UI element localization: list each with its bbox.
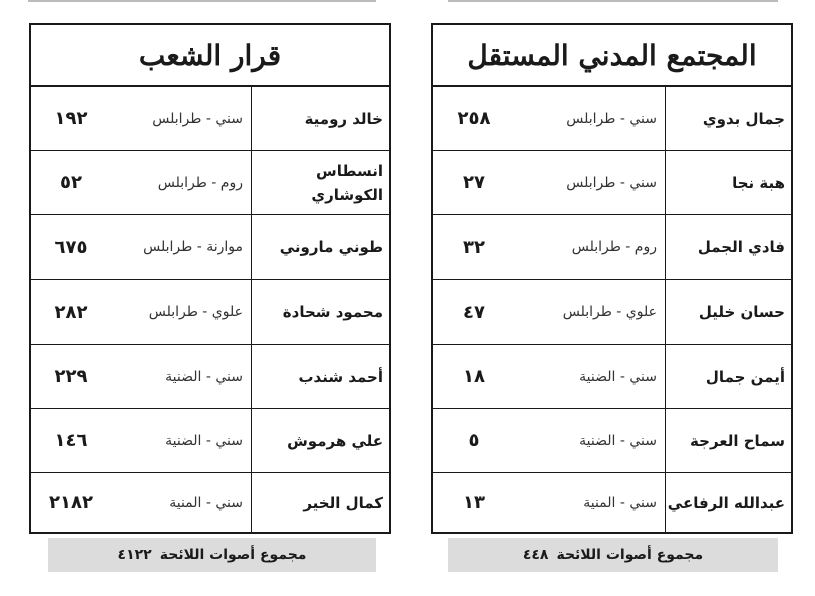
- candidate-votes: ٦٧٥: [54, 236, 88, 258]
- total-value: ٤١٢٢: [117, 547, 152, 563]
- candidate-sect: موارنة - طرابلس: [143, 239, 243, 255]
- candidate-name: أيمن جمال: [665, 345, 791, 408]
- candidate-name: عبدالله الرفاعي: [665, 473, 791, 532]
- candidate-votes: ٥٢: [60, 172, 82, 193]
- candidate-name: طوني ماروني: [251, 215, 389, 279]
- candidate-sect: سني - طرابلس: [566, 174, 657, 191]
- candidate-sect: سني - الضنية: [579, 368, 657, 385]
- table-row: [433, 151, 791, 215]
- candidate-name: جمال بدوي: [665, 87, 791, 150]
- candidate-sect: سني - الضنية: [165, 368, 243, 385]
- table-row: [433, 345, 791, 409]
- total-value: ٤٤٨: [522, 547, 549, 563]
- candidate-votes: ١٨: [463, 366, 485, 387]
- candidate-sect: سني - المنية: [169, 494, 243, 511]
- candidate-name: انسطاس الكوشاري: [251, 151, 389, 214]
- candidate-votes: ٢٢٩: [54, 366, 88, 387]
- candidate-sect: سني - طرابلس: [566, 110, 657, 127]
- candidate-sect: علوي - طرابلس: [148, 304, 243, 320]
- candidate-name: خالد رومية: [251, 87, 389, 150]
- table-row: [31, 345, 389, 409]
- list-total-bar: [48, 538, 376, 572]
- candidate-votes: ٢٧: [463, 172, 485, 193]
- list-title: المجتمع المدني المستقل: [433, 25, 791, 87]
- candidate-votes: ٢١٨٢: [49, 492, 93, 513]
- list-table-independent-civil-society: [431, 23, 793, 534]
- table-row: [31, 409, 389, 473]
- table-row: [433, 280, 791, 345]
- candidate-name: كمال الخير: [251, 473, 389, 532]
- candidate-sect: سني - طرابلس: [152, 110, 243, 127]
- total-label: مجموع أصوات اللائحة: [556, 547, 704, 563]
- table-row: [31, 151, 389, 215]
- top-divider-right: [448, 0, 778, 2]
- candidate-name: حسان خليل: [665, 280, 791, 344]
- candidate-votes: ٤٧: [463, 301, 485, 323]
- candidate-name: أحمد شندب: [251, 345, 389, 408]
- table-row: [31, 87, 389, 151]
- candidate-sect: روم - طرابلس: [157, 174, 243, 191]
- candidate-votes: ١٩٢: [54, 108, 88, 129]
- candidate-votes: ٢٥٨: [457, 108, 491, 129]
- list-table-peoples-decision: [29, 23, 391, 534]
- table-row: [433, 87, 791, 151]
- total-label: مجموع أصوات اللائحة: [159, 547, 307, 563]
- candidate-sect: سني - المنية: [583, 494, 657, 511]
- candidate-sect: علوي - طرابلس: [562, 304, 657, 320]
- candidate-name: سماح العرجة: [665, 409, 791, 472]
- candidate-sect: سني - الضنية: [579, 432, 657, 449]
- table-row: [31, 215, 389, 280]
- candidate-sect: روم - طرابلس: [571, 239, 657, 255]
- table-row: [433, 473, 791, 532]
- candidate-votes: ١٤٦: [54, 430, 88, 451]
- candidate-votes: ١٣: [463, 492, 485, 513]
- table-row: [433, 215, 791, 280]
- table-row: [31, 473, 389, 532]
- candidate-name: هبة نجا: [665, 151, 791, 214]
- table-row: [31, 280, 389, 345]
- candidate-name: محمود شحادة: [251, 280, 389, 344]
- candidate-votes: ٥: [468, 430, 480, 451]
- list-total-bar: [448, 538, 778, 572]
- table-row: [433, 409, 791, 473]
- candidate-votes: ٢٨٢: [54, 301, 88, 323]
- list-title: قرار الشعب: [31, 25, 389, 87]
- candidate-name: فادي الجمل: [665, 215, 791, 279]
- top-divider-left: [28, 0, 376, 2]
- candidate-name: علي هرموش: [251, 409, 389, 472]
- candidate-votes: ٣٢: [463, 236, 485, 258]
- candidate-sect: سني - الضنية: [165, 432, 243, 449]
